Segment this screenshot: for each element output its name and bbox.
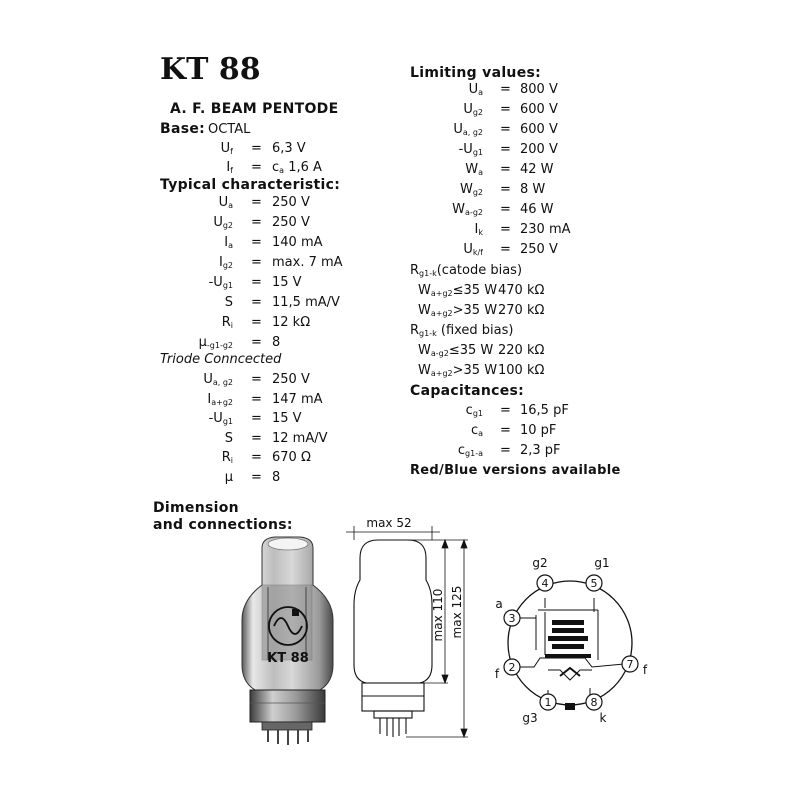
typical-symbol-subscript: a xyxy=(228,241,233,250)
triode-symbol-subscript: i xyxy=(230,456,233,465)
limiting-value-main: 800 V xyxy=(520,82,558,97)
versions-note: Red/Blue versions available xyxy=(410,463,621,478)
width-dimension-label: max 52 xyxy=(366,516,412,530)
triode-symbol-subscript: a+g2 xyxy=(211,397,233,407)
limiting-value-main: 46 W xyxy=(520,202,554,217)
triode-equals: = xyxy=(251,391,262,407)
typical-value-main: 15 V xyxy=(272,275,302,290)
pin-3-number: 3 xyxy=(508,612,516,625)
triode-equals: = xyxy=(251,372,262,387)
limiting-equals: = xyxy=(500,102,511,117)
triode-equals: = xyxy=(251,430,262,446)
triode-equals: = xyxy=(251,411,262,426)
typical-symbol-subscript: -g1-g2 xyxy=(206,341,233,350)
limiting-symbol-main: W xyxy=(452,202,466,217)
triode-value-main: 670 Ω xyxy=(272,450,311,465)
triode-symbol-subscript: g1 xyxy=(222,417,233,426)
triode-symbol-subscript: a, g2 xyxy=(212,378,233,387)
rg1k-cathode-condition: ≤35 W xyxy=(452,283,498,298)
dimension-heading-line2: and connections: xyxy=(153,517,293,533)
rg1k-fixed-label: (fixed bias) xyxy=(436,323,514,338)
limiting-symbol-subscript: a xyxy=(478,88,483,97)
limiting-symbol-main: -U xyxy=(458,142,473,157)
typical-value-main: max. 7 mA xyxy=(272,255,343,270)
typical-value-main: 8 xyxy=(272,335,281,350)
page-title: KT 88 xyxy=(160,52,261,87)
heater-value-main: c xyxy=(272,160,280,175)
tube-print-label: KT 88 xyxy=(267,651,309,666)
capacitance-symbol-subscript: g1-a xyxy=(465,449,483,458)
limiting-symbol-main: U xyxy=(463,242,473,257)
pin-5-label: g1 xyxy=(594,556,610,570)
rg1k-cathode-subscript: a+g2 xyxy=(430,289,453,298)
limiting-equals: = xyxy=(500,242,511,257)
typical-symbol-main: U xyxy=(218,195,229,210)
triode-symbol-main: -U xyxy=(208,411,223,426)
pin-8-number: 8 xyxy=(590,696,598,709)
triode-symbol-main: R xyxy=(221,450,231,465)
typical-symbol-main: -U xyxy=(208,275,223,290)
capacitance-symbol-subscript: a xyxy=(478,429,483,438)
grid-bars xyxy=(545,620,591,658)
limiting-value-main: 250 V xyxy=(520,242,558,257)
pin-3-label: a xyxy=(495,597,503,611)
pin-7-number: 7 xyxy=(626,658,634,671)
limiting-symbol-main: U xyxy=(453,122,463,137)
typical-value-main: 12 kΩ xyxy=(272,315,311,330)
limiting-equals: = xyxy=(500,162,511,177)
triode-heading: Triode Conncected xyxy=(160,352,282,367)
capacitance-equals: = xyxy=(500,403,511,418)
typical-heading: Typical characteristic: xyxy=(160,177,341,193)
rg1k-cathode-sym: R xyxy=(410,263,420,278)
triode-equals: = xyxy=(251,469,262,485)
rg1k-fixed-value: 220 kΩ xyxy=(498,343,545,358)
tube-outline-drawing xyxy=(354,540,432,737)
heater-value-rest: 1,6 A xyxy=(284,160,322,175)
heater-symbol-main: U xyxy=(220,141,231,156)
typical-equals: = xyxy=(251,255,262,270)
rg1k-fixed-symbol: W xyxy=(418,343,431,358)
pin-2-label: f xyxy=(494,667,500,681)
rg1k-cathode-value: 470 kΩ xyxy=(498,283,545,298)
rg1k-fixed-value: 100 kΩ xyxy=(498,363,545,378)
triode-equals: = xyxy=(251,450,262,465)
typical-symbol-main: S xyxy=(224,295,233,310)
typical-symbol-subscript: g2 xyxy=(222,221,233,230)
typical-symbol-subscript: g2 xyxy=(222,261,233,270)
rg1k-fixed-symbol: W xyxy=(418,363,431,378)
capacitance-symbol-main: c xyxy=(457,443,466,458)
typical-equals: = xyxy=(251,215,262,230)
capacitance-equals: = xyxy=(500,443,511,458)
limiting-symbol-subscript: g1 xyxy=(472,148,483,157)
limiting-symbol-main: W xyxy=(465,162,479,177)
limiting-heading: Limiting values: xyxy=(410,65,542,81)
pin-1-label: g3 xyxy=(522,711,538,725)
typical-symbol-main: I xyxy=(224,235,229,250)
tube-type-heading: A. F. BEAM PENTODE xyxy=(170,101,339,117)
limiting-value-main: 200 V xyxy=(520,142,558,157)
heater-equals: = xyxy=(251,160,262,175)
limiting-equals: = xyxy=(500,182,511,197)
limiting-equals: = xyxy=(500,82,511,97)
limiting-symbol-subscript: g2 xyxy=(472,188,483,197)
limiting-symbol-main: W xyxy=(459,182,473,197)
total-height-dimension-label: max 125 xyxy=(450,585,464,639)
pin-4-number: 4 xyxy=(541,577,549,590)
limiting-symbol-subscript: g2 xyxy=(472,108,483,117)
capacitance-symbol-subscript: g1 xyxy=(472,409,483,418)
typical-symbol-main: I xyxy=(218,255,223,270)
capacitance-equals: = xyxy=(500,423,511,438)
limiting-value-main: 230 mA xyxy=(520,222,571,237)
rg1k-cathode-subscript: a+g2 xyxy=(430,309,453,318)
pin-2-number: 2 xyxy=(508,661,516,674)
heater-symbol-subscript: f xyxy=(230,166,233,175)
pin-1-number: 1 xyxy=(544,696,552,709)
tube-photo xyxy=(242,537,333,745)
rg1k-fixed-subscript: a-g2 xyxy=(430,349,449,358)
rg1k-fixed-condition: ≤35 W xyxy=(448,343,494,358)
capacitances-heading: Capacitances: xyxy=(410,383,525,399)
limiting-symbol-main: U xyxy=(463,102,473,117)
heater-symbol-main: I xyxy=(226,160,231,175)
limiting-equals: = xyxy=(500,202,511,217)
rg1k-fixed-condition: >35 W xyxy=(452,363,498,378)
typical-symbol-main: μ xyxy=(198,335,207,350)
typical-value-main: 11,5 mA/V xyxy=(272,295,340,310)
typical-symbol-subscript: g1 xyxy=(222,281,233,290)
heater-value-main: 6,3 V xyxy=(272,141,306,156)
limiting-equals: = xyxy=(500,122,511,137)
limiting-value-main: 8 W xyxy=(520,182,546,197)
limiting-symbol-subscript: a xyxy=(478,168,483,177)
limiting-symbol-main: I xyxy=(474,222,479,237)
rg1k-cathode-symbol: W xyxy=(418,303,431,318)
limiting-value-main: 600 V xyxy=(520,122,558,137)
typical-equals: = xyxy=(251,335,262,350)
pin-8-label: k xyxy=(599,711,607,725)
typical-equals: = xyxy=(251,315,262,330)
rg1k-cathode-label: (catode bias) xyxy=(436,263,523,278)
base-value: OCTAL xyxy=(208,122,251,137)
typical-symbol-main: U xyxy=(213,215,223,230)
triode-symbol-main: μ xyxy=(224,469,233,485)
pin-7-label: f xyxy=(642,663,648,677)
body-height-dimension-label: max 110 xyxy=(431,588,445,642)
rg1k-cathode-value: 270 kΩ xyxy=(498,303,545,318)
capacitance-value-main: 2,3 pF xyxy=(520,443,561,458)
base-label: Base: xyxy=(160,121,206,137)
pin-4-label: g2 xyxy=(532,556,548,570)
socket-key xyxy=(565,703,575,710)
triode-value-main: 250 V xyxy=(272,372,310,387)
rg1k-cathode-sub: g1-k xyxy=(419,269,437,278)
typical-value-main: 250 V xyxy=(272,215,310,230)
heater-equals: = xyxy=(251,141,262,156)
rg1k-cathode-condition: >35 W xyxy=(452,303,498,318)
limiting-equals: = xyxy=(500,222,511,237)
limiting-value-main: 600 V xyxy=(520,102,558,117)
limiting-symbol-subscript: a, g2 xyxy=(462,128,483,137)
heater-value-subscript: a xyxy=(279,166,285,175)
typical-symbol-subscript: i xyxy=(230,321,233,330)
cathode-mark xyxy=(560,668,580,676)
capacitance-symbol-main: c xyxy=(465,403,473,418)
capacitance-value-main: 16,5 pF xyxy=(520,403,569,418)
typical-equals: = xyxy=(251,275,262,290)
capacitance-value-main: 10 pF xyxy=(520,423,557,438)
triode-value-main: 8 xyxy=(272,469,281,485)
capacitance-symbol-main: c xyxy=(470,423,479,438)
typical-value-main: 250 V xyxy=(272,195,310,210)
triode-symbol-main: I xyxy=(207,391,212,407)
typical-equals: = xyxy=(251,295,262,310)
heater-symbol-subscript: f xyxy=(230,147,233,156)
socket-outline xyxy=(508,581,632,705)
limiting-equals: = xyxy=(500,142,511,157)
rg1k-fixed-subscript: a+g2 xyxy=(430,369,453,378)
triode-symbol-main: U xyxy=(203,372,213,387)
typical-symbol-main: R xyxy=(221,315,231,330)
typical-value-main: 140 mA xyxy=(272,235,323,250)
typical-equals: = xyxy=(251,195,262,210)
limiting-symbol-subscript: a-g2 xyxy=(465,208,483,217)
limiting-symbol-subscript: k xyxy=(478,228,483,237)
triode-value-main: 147 mA xyxy=(272,391,323,407)
dimension-heading-line1: Dimension xyxy=(153,500,239,516)
electrode-system xyxy=(520,598,624,702)
rg1k-fixed-sym: R xyxy=(410,323,420,338)
triode-value-main: 12 mA/V xyxy=(272,430,328,446)
typical-equals: = xyxy=(251,235,262,250)
typical-symbol-subscript: a xyxy=(228,201,233,210)
triode-symbol-main: S xyxy=(224,430,233,446)
pin-5-number: 5 xyxy=(590,577,598,590)
rg1k-fixed-sub: g1-k xyxy=(419,329,437,338)
limiting-value-main: 42 W xyxy=(520,162,554,177)
rg1k-cathode-symbol: W xyxy=(418,283,431,298)
triode-value-main: 15 V xyxy=(272,411,302,426)
pinout-diagram xyxy=(495,556,648,725)
limiting-symbol-main: U xyxy=(468,82,479,97)
limiting-symbol-subscript: k/f xyxy=(472,248,483,257)
